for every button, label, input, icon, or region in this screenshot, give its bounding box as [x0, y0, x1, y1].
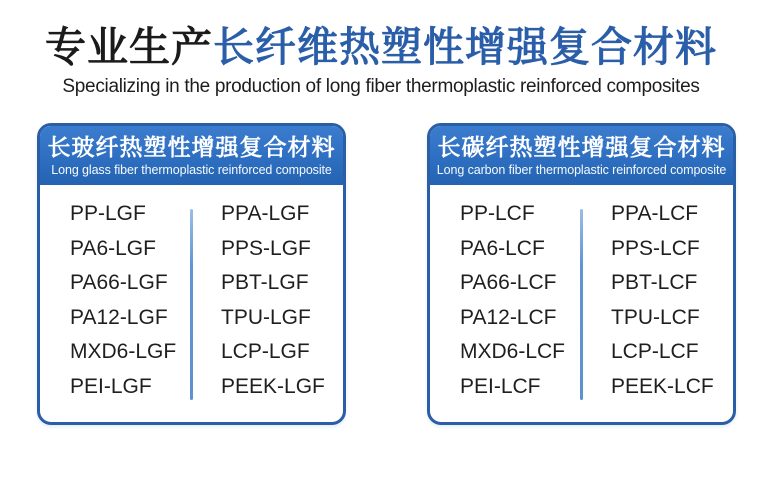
product-item: PP-LCF [460, 202, 535, 226]
product-item: PA6-LGF [70, 236, 156, 260]
product-item: PEEK-LGF [221, 374, 325, 398]
product-item: PBT-LGF [221, 271, 309, 295]
product-item: MXD6-LGF [70, 340, 177, 364]
product-item: PA66-LGF [70, 271, 168, 295]
panel-lcf-body [430, 185, 733, 422]
product-item: MXD6-LCF [460, 340, 566, 364]
product-item: PA6-LCF [460, 236, 545, 260]
panel-lgf-title-zh: 长玻纤热塑性增强复合材料 [47, 134, 336, 161]
page-subtitle: Specializing in the production of long fiber thermoplastic reinforced composites [62, 76, 700, 98]
product-item: PPS-LGF [221, 236, 311, 260]
page-title-prefix: 专业生产 [45, 24, 213, 70]
product-item: LCP-LCF [611, 340, 699, 364]
product-item: PEI-LGF [70, 374, 152, 398]
panel-lcf-column-1 [430, 197, 580, 422]
product-item: PEEK-LCF [611, 374, 714, 398]
panel-lgf-column-2 [193, 197, 343, 422]
product-item: TPU-LGF [221, 305, 311, 329]
product-item: PPA-LCF [611, 202, 699, 226]
panel-lgf [37, 123, 346, 425]
panel-lcf-title-en: Long carbon fiber thermoplastic reinforced composite [436, 162, 727, 177]
product-item: PPA-LGF [221, 202, 310, 226]
product-item: PBT-LCF [611, 271, 698, 295]
product-item: PPS-LCF [611, 236, 700, 260]
panel-lcf-column-2 [583, 197, 733, 422]
panel-lgf-header [40, 126, 343, 185]
hero-header [0, 0, 762, 98]
panel-lgf-body [40, 185, 343, 422]
product-item: LCP-LGF [221, 340, 310, 364]
product-item: PA12-LCF [460, 305, 557, 329]
product-item: PEI-LCF [460, 374, 541, 398]
panel-lgf-title-en: Long glass fiber thermoplastic reinforced composite [51, 162, 332, 177]
panel-lcf-header [430, 126, 733, 185]
panel-lgf-column-1 [40, 197, 190, 422]
product-item: PA66-LCF [460, 271, 557, 295]
product-item: PP-LGF [70, 202, 146, 226]
panel-lcf [427, 123, 736, 425]
product-item: PA12-LGF [70, 305, 168, 329]
page-title [0, 24, 762, 71]
product-item: TPU-LCF [611, 305, 700, 329]
panel-lcf-title-zh: 长碳纤热塑性增强复合材料 [437, 134, 726, 161]
panels-row [0, 98, 762, 425]
page-title-highlight: 长纤维热塑性增强复合材料 [213, 24, 717, 70]
